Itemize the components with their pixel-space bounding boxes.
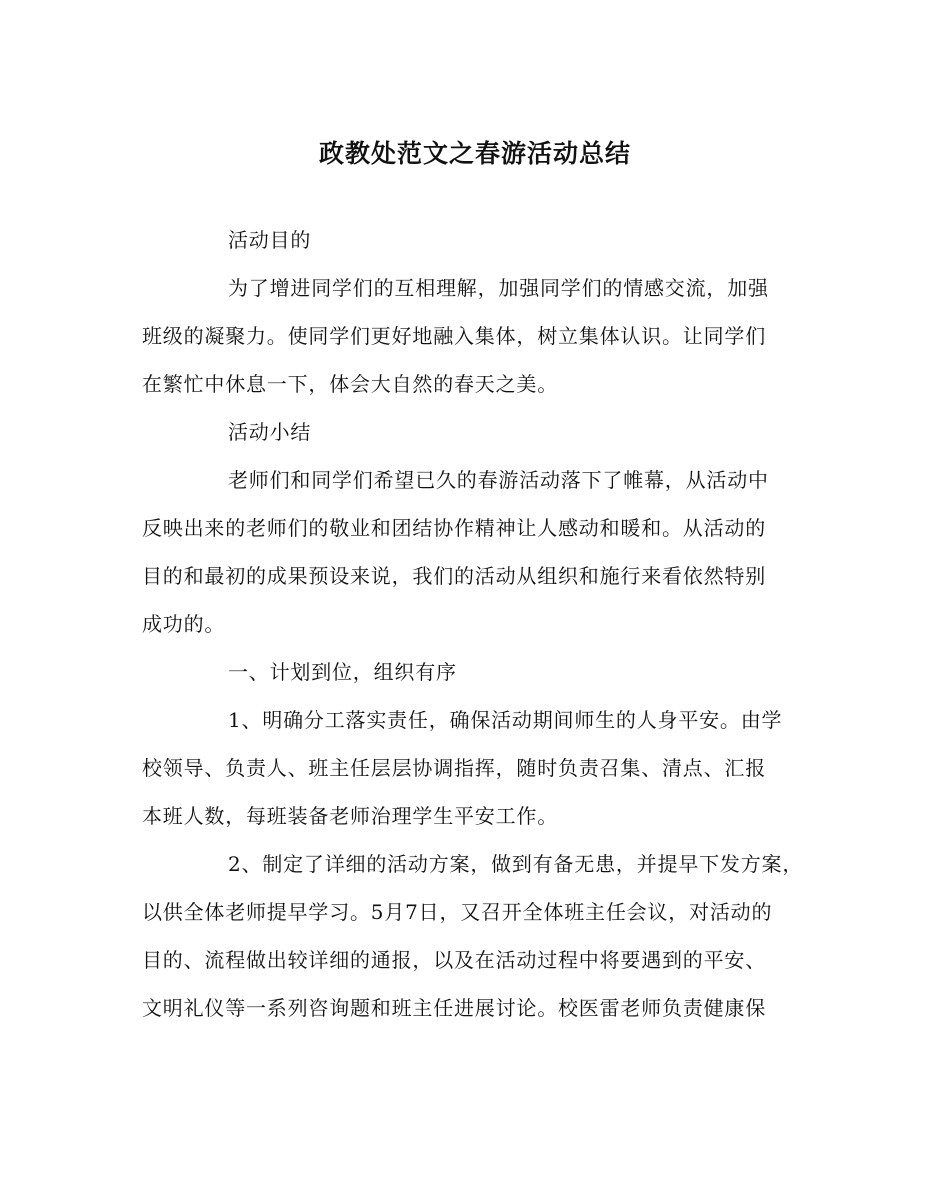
document-body: [142, 216, 822, 1032]
text-line: 2、制定了详细的活动方案，做到有备无患，并提早下发方案，: [228, 852, 804, 876]
section-heading-planning: [142, 648, 822, 696]
paragraph-purpose: [142, 264, 822, 408]
heading-activity-purpose: [142, 216, 822, 264]
text-line: 活动小结: [228, 420, 312, 444]
text-line: 目的和最初的成果预设来说，我们的活动从组织和施行来看依然特别: [142, 564, 766, 588]
text-line: 班级的凝聚力。使同学们更好地融入集体，树立集体认识。让同学们: [142, 324, 766, 348]
text-line: 目的、流程做出较详细的通报，以及在活动过程中将要遇到的平安、: [142, 948, 766, 972]
text-line: 以供全体老师提早学习。5月7日，又召开全体班主任会议，对活动的: [142, 900, 773, 924]
text-line: 为了增进同学们的互相理解，加强同学们的情感交流，加强: [228, 276, 769, 300]
paragraph-item-1: [142, 696, 822, 840]
text-line: 老师们和同学们希望已久的春游活动落下了帷幕，从活动中: [228, 468, 769, 492]
text-line: 活动目的: [228, 228, 312, 252]
text-line: 反映出来的老师们的敬业和团结协作精神让人感动和暖和。从活动的: [142, 516, 766, 540]
document-title: 政教处范文之春游活动总结: [318, 139, 631, 168]
text-line: 成功的。: [142, 612, 226, 636]
paragraph-summary: [142, 456, 822, 648]
text-line: 本班人数，每班装备老师治理学生平安工作。: [142, 804, 558, 828]
text-line: 1、明确分工落实责任，确保活动期间师生的人身平安。由学: [228, 708, 783, 732]
text-line: 一、计划到位，组织有序: [228, 660, 457, 684]
text-line: 在繁忙中休息一下，体会大自然的春天之美。: [142, 372, 558, 396]
heading-activity-summary: [142, 408, 822, 456]
text-line: 文明礼仪等一系列咨询题和班主任进展讨论。校医雷老师负责健康保: [142, 996, 766, 1020]
text-line: 校领导、负责人、班主任层层协调指挥，随时负责召集、清点、汇报: [142, 756, 766, 780]
paragraph-item-2: [142, 840, 822, 1032]
